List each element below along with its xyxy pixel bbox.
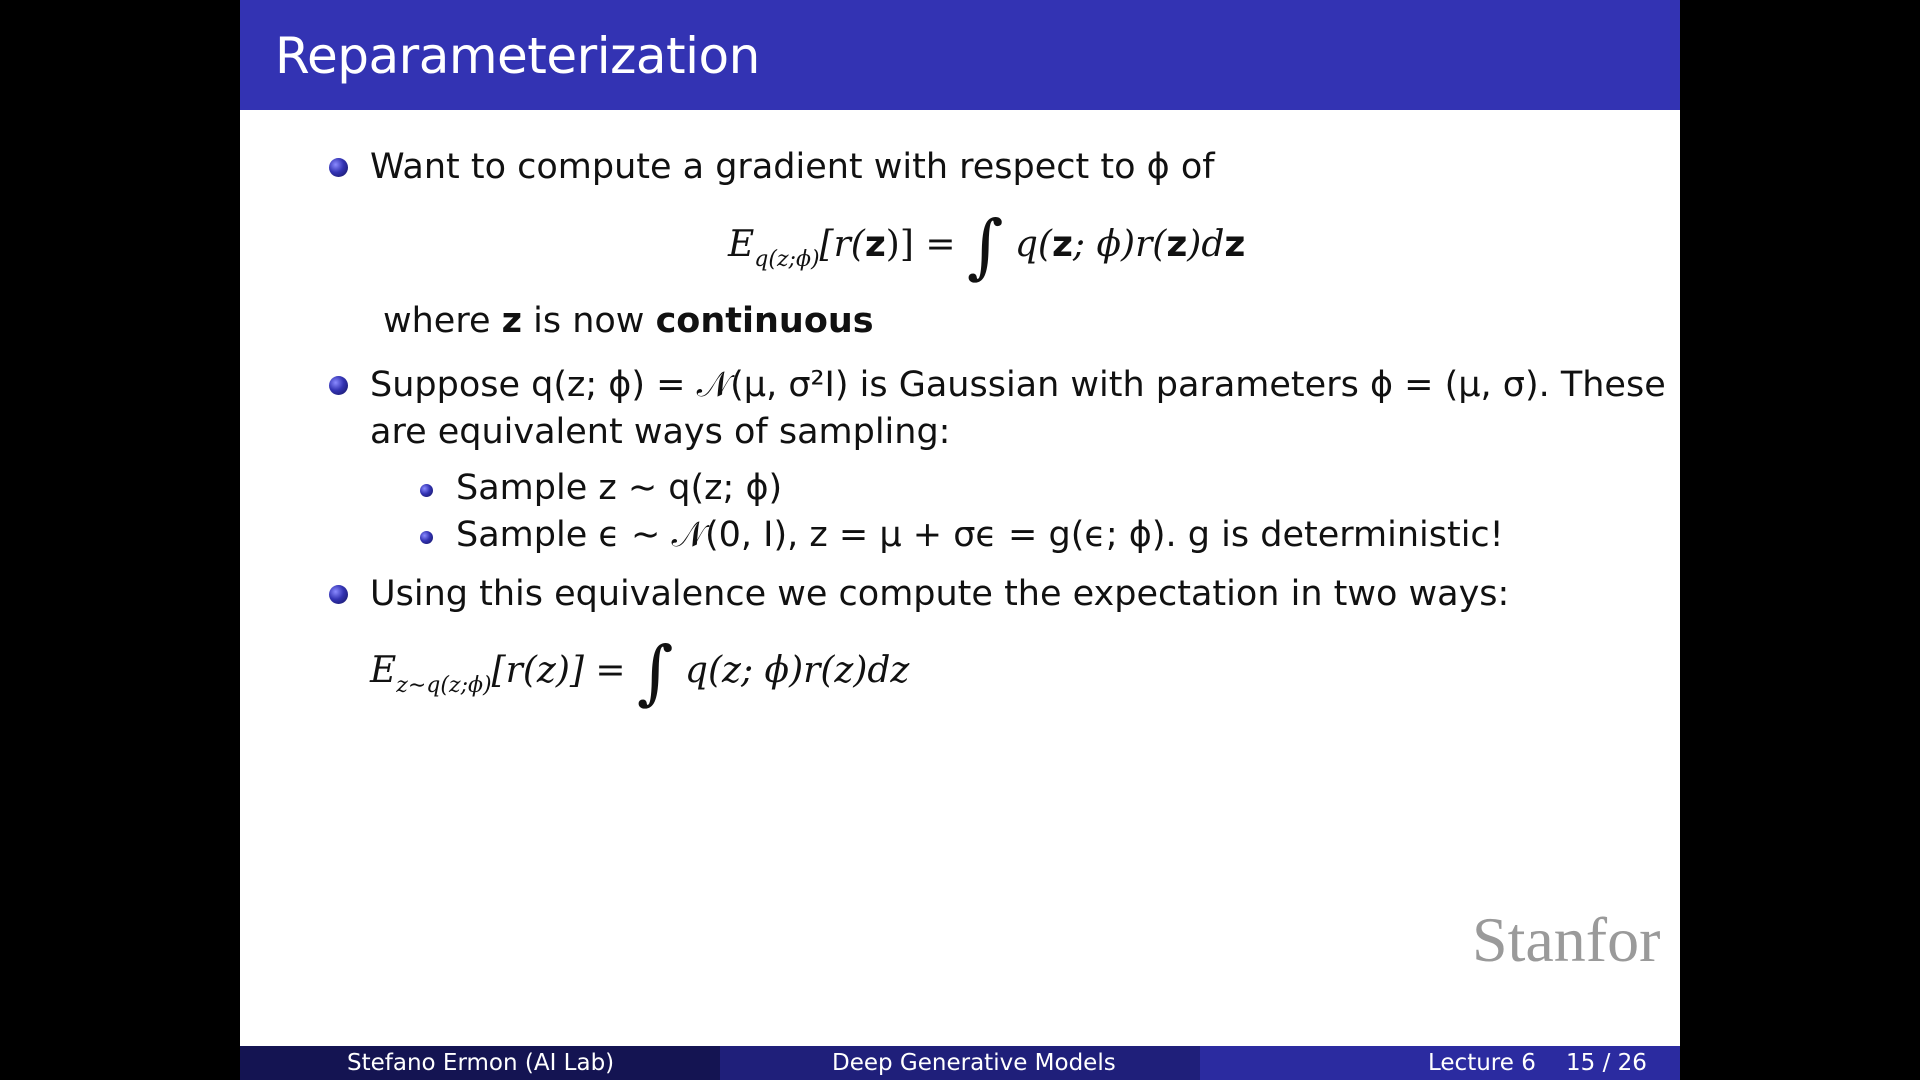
- eq1-rhs-b: ; ϕ)r(: [1072, 224, 1167, 265]
- eq2-expectation: E: [370, 650, 397, 691]
- sub-bullet-icon: [420, 531, 433, 544]
- eq1-rhs-a: q(: [1014, 224, 1052, 265]
- eq1-rhs-z3: z: [1224, 224, 1246, 265]
- eq1-subscript: q(z;ϕ): [754, 247, 820, 272]
- sub-bullet-2: Sample ϵ ∼ 𝒩(0, I), z = μ + σϵ = g(ϵ; ϕ). g is deterministic!: [456, 515, 1504, 555]
- bullet-3-text: Using this equivalence we compute the expectation in two ways:: [370, 574, 1510, 614]
- bullet-2-line-1: Suppose q(z; ϕ) = 𝒩(μ, σ²I) is Gaussian with parameters ϕ = (μ, σ). These: [370, 365, 1666, 405]
- equation-1: [728, 205, 1246, 287]
- eq1-rhs-z2: z: [1166, 224, 1188, 265]
- title-bar: [240, 0, 1680, 110]
- footer-course-segment: [720, 1046, 1200, 1080]
- bullet-icon: [329, 376, 348, 395]
- sub-bullet-1: Sample z ∼ q(z; ϕ): [456, 468, 783, 508]
- where-z: z: [501, 301, 522, 341]
- integral-sign: ∫: [966, 205, 1004, 287]
- where-text-a: where: [383, 301, 502, 341]
- eq1-part-a: [r(: [819, 224, 865, 265]
- eq1-expectation: E: [728, 224, 755, 265]
- eq2-rhs: q(z; ϕ)r(z)dz: [684, 650, 910, 691]
- bullet-1-text: Want to compute a gradient with respect to ϕ of: [370, 147, 1215, 187]
- integral-sign: ∫: [636, 631, 674, 713]
- footer-author-segment: [240, 1046, 720, 1080]
- eq2-lhs-rest: [r(z)] =: [491, 650, 637, 691]
- bullet-2-line-2: are equivalent ways of sampling:: [370, 412, 951, 452]
- footer-author: Stefano Ermon (AI Lab): [347, 1050, 615, 1076]
- footer-lecture-segment: [1200, 1046, 1680, 1080]
- footer-course: Deep Generative Models: [832, 1050, 1116, 1076]
- slide-title: Reparameterization: [275, 27, 760, 85]
- eq1-rhs-c: )d: [1187, 224, 1225, 265]
- eq2-subscript: z∼q(z;ϕ): [396, 673, 492, 698]
- bullet-icon: [329, 585, 348, 604]
- where-text-b: is now: [522, 301, 656, 341]
- stanford-logo: Stanfor: [1472, 904, 1661, 975]
- footer-page-number: 15 / 26: [1566, 1050, 1647, 1076]
- sub-bullet-icon: [420, 484, 433, 497]
- equation-2: [370, 631, 910, 713]
- where-continuous: continuous: [655, 301, 874, 341]
- eq1-z: z: [864, 224, 886, 265]
- eq1-part-b: )] =: [885, 224, 967, 265]
- where-line: [383, 300, 874, 342]
- bullet-icon: [329, 158, 348, 177]
- footer: [240, 1046, 1680, 1080]
- footer-lecture: Lecture 6: [1428, 1050, 1536, 1076]
- eq1-rhs-z1: z: [1051, 224, 1073, 265]
- slide: [240, 0, 1680, 1080]
